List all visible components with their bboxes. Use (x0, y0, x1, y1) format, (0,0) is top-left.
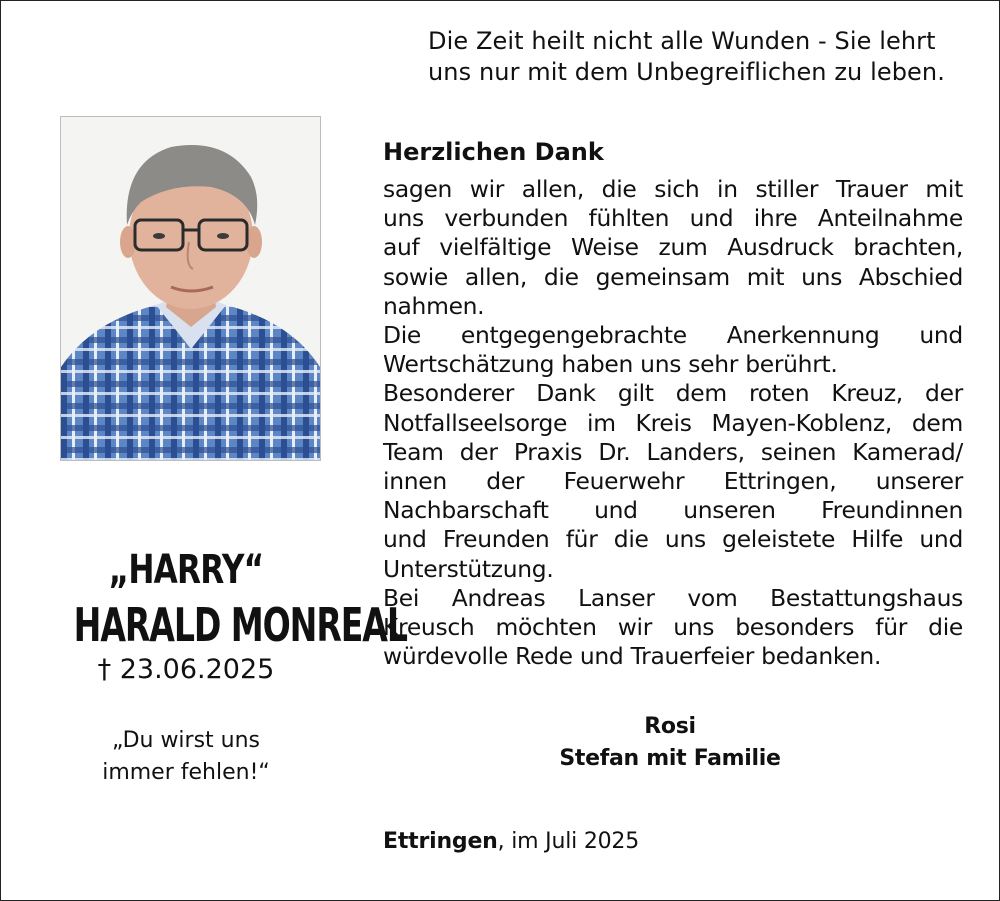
quote-line-1: „Du wirst uns (111, 728, 261, 753)
motto-line-1: Die Zeit heilt nicht alle Wunden - Sie lehrt (428, 27, 936, 55)
thanks-line: Die entgegengebrachte Anerkennung und (383, 321, 963, 350)
thanks-line: uns verbunden fühlten und ihre Anteilnahme (383, 204, 963, 233)
thanks-line: und Freunden für die uns geleistete Hilfe und (383, 525, 963, 554)
thanks-line: Kreusch möchten wir uns besonders für die (383, 613, 963, 642)
thanks-line: Notfallseelsorge im Kreis Mayen-Koblenz, dem (383, 408, 963, 437)
thanks-text (383, 175, 963, 671)
thanks-line: Bei Andreas Lanser vom Bestattungshaus (383, 583, 963, 612)
thanks-line: Unterstützung. (383, 554, 554, 583)
thanks-line: Team der Praxis Dr. Landers, seinen Kamerad/ (383, 437, 963, 466)
nickname: „HARRY“ (108, 547, 264, 593)
thanks-line: nahmen. (383, 291, 485, 320)
signer-2: Stefan mit Familie (559, 746, 781, 771)
memorial-quote (30, 725, 342, 789)
thanks-line: innen der Feuerwehr Ettringen, unserer (383, 467, 963, 496)
motto-line-2: uns nur mit dem Unbegreiflichen zu leben. (428, 58, 945, 86)
place-and-date (383, 829, 639, 854)
signers (520, 711, 820, 775)
thanks-heading: Herzlichen Dank (383, 138, 604, 166)
deceased-name: HARALD MONREAL (73, 598, 407, 652)
thanks-line: würdevolle Rede und Trauerfeier bedanken. (383, 642, 882, 671)
motto (380, 26, 980, 88)
thanks-line: Wertschätzung haben uns sehr berührt. (383, 350, 838, 379)
place-town: Ettringen (383, 829, 498, 854)
thanks-line: Besonderer Dank gilt dem roten Kreuz, der (383, 379, 963, 408)
thanks-line: auf vielfältige Weise zum Ausdruck brachten, (383, 233, 963, 262)
portrait-photo (60, 116, 321, 461)
thanks-line: sowie allen, die gemeinsam mit uns Abschied (383, 262, 963, 291)
signer-1: Rosi (644, 714, 696, 739)
thanks-line: Nachbarschaft und unseren Freundinnen (383, 496, 963, 525)
place-date: , im Juli 2025 (497, 829, 640, 854)
death-date: † 23.06.2025 (97, 654, 275, 685)
thanks-line: sagen wir allen, die sich in stiller Trauer mit (383, 175, 963, 203)
quote-line-2: immer fehlen!“ (102, 760, 270, 785)
